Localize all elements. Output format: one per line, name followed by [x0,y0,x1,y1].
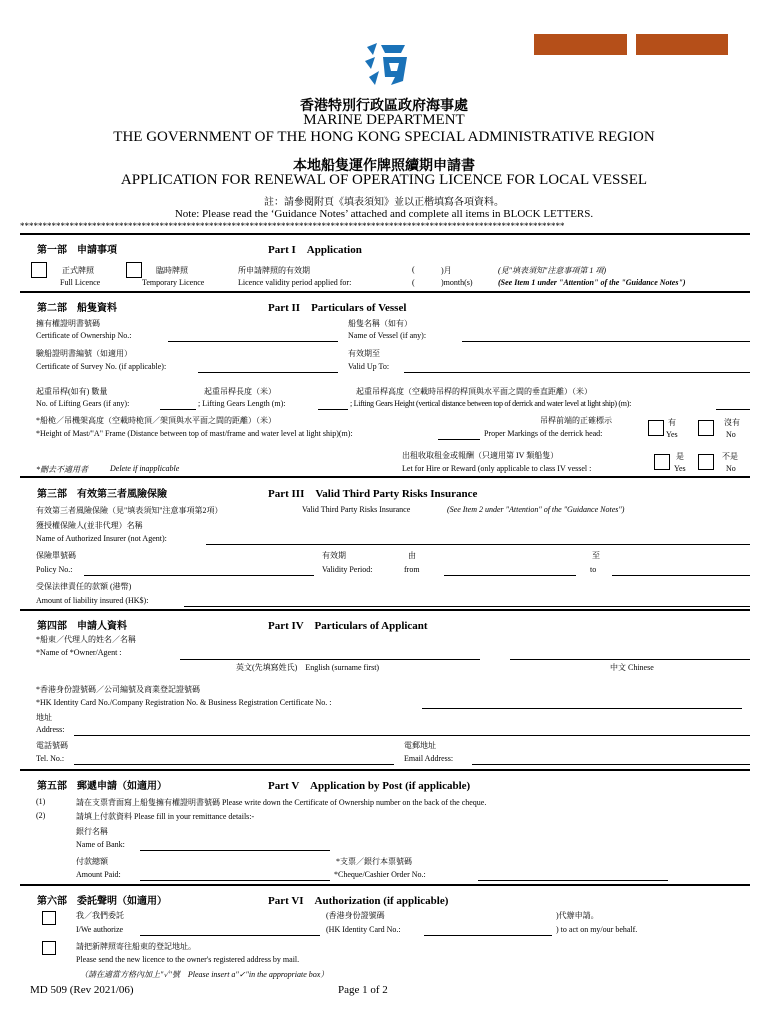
note-zh: 註：請參閱附頁《填表須知》並以正楷填寫各項資料。 [264,197,504,208]
address-field[interactable] [74,735,750,736]
govt-en: THE GOVERNMENT OF THE HONG KONG SPECIAL ADMINISTRATIVE REGION [113,129,655,145]
hire-no-zh: 不是 [722,452,738,461]
valid-insurance-en: Valid Third Party Risks Insurance [302,505,411,514]
cheque-no-en: *Cheque/Cashier Order No.: [334,870,426,879]
hire-yes-checkbox[interactable] [654,454,670,470]
bank-zh: 銀行名稱 [76,827,108,836]
post-item-2: 請填上付款資料 Please fill in your remittance details:- [76,812,255,821]
name-chinese-field[interactable] [510,659,750,660]
temp-licence-zh: 臨時牌照 [156,266,188,275]
gears-no-field[interactable] [160,409,196,410]
marine-department-logo [361,39,411,89]
part2-heading-en: Part II Particulars of Vessel [268,302,407,314]
gears-len-zh: 起重吊桿長度（米） [204,387,276,396]
gears-height-en: ; Lifting Gears Height (vertical distance between top of derrick and water level at light ship) (m): [350,399,632,408]
valid-up-to-zh: 有效期至 [348,349,380,358]
survey-no-field[interactable] [198,372,338,373]
markings-no-checkbox[interactable] [698,420,714,436]
tel-zh: 電話號碼 [36,741,68,750]
guidance-ref-zh: (見"填表須知"注意事項第 1 項) [498,266,607,275]
gears-len-field[interactable] [318,409,348,410]
markings-yes-en: Yes [666,430,678,439]
address-zh: 地址 [36,713,52,722]
period-en: Validity Period: [322,565,373,574]
hire-no-checkbox[interactable] [698,454,714,470]
delete-note-zh: *刪去不適用者 [36,465,88,474]
send-by-mail-checkbox[interactable] [42,941,56,955]
cheque-no-zh: *支票／銀行本票號碼 [336,857,412,866]
vessel-name-zh: 船隻名稱（如有） [348,319,412,328]
authorize-name-field[interactable] [140,935,320,936]
amount-paid-en: Amount Paid: [76,870,121,879]
note-en: Note: Please read the ‘Guidance Notes’ attached and complete all items in BLOCK LETTERS. [174,208,594,220]
to-zh: 至 [592,551,600,560]
insurer-field[interactable] [206,544,750,545]
survey-no-en: Certificate of Survey No. (if applicable): [36,362,167,371]
gears-height-field[interactable] [716,409,750,410]
hkid-en: (HK Identity Card No.: [326,925,401,934]
gears-len-en: ; Lifting Gears Length (m): [198,399,286,408]
hire-yes-en: Yes [674,464,686,473]
page-number: Page 1 of 2 [338,984,388,996]
markings-zh: 吊桿前端的正確標示 [540,416,612,425]
cert-no-zh: 擁有權證明書號碼 [36,319,100,328]
part6-heading-zh: 第六部 委託聲明（如適用） [37,896,167,907]
validity-zh: 所申請牌照的有效期 [238,266,310,275]
name-english-field[interactable] [180,659,480,660]
period-zh: 有效期 [322,551,346,560]
part5-top-rule [20,769,750,771]
tick-instruction: （請在適當方格內加上"✓"號 Please insert a"✓"in the appropriate box） [80,970,329,979]
post-item-1: 請在支票背面寫上船隻擁有權證明書號碼 Please write down the Certificate of Ownership number on the back of the cheque. [76,798,487,807]
temp-licence-en: Temporary Licence [142,278,205,287]
authorize-en: I/We authorize [76,925,124,934]
part1-heading-en: Part I Application [268,244,362,256]
hkid-zh: (香港身份證號碼 [326,911,385,920]
vessel-name-en: Name of Vessel (if any): [348,331,427,340]
tel-en: Tel. No.: [36,754,65,763]
post-item-1-number: (1) [36,797,46,806]
paren-open-2: ( [412,278,415,287]
form-title-en: APPLICATION FOR RENEWAL OF OPERATING LICENCE FOR LOCAL VESSEL [120,172,648,188]
valid-up-to-field[interactable] [404,372,750,373]
cheque-no-field[interactable] [478,880,668,881]
delete-note-en: Delete if inapplicable [110,464,180,473]
amount-paid-zh: 付款總額 [76,857,108,866]
full-licence-checkbox[interactable] [31,262,47,278]
full-licence-en: Full Licence [60,278,101,287]
valid-insurance-ref: (See Item 2 under "Attention" of the "Guidance Notes") [447,505,625,514]
markings-en: Proper Markings of the derrick head: [484,429,603,438]
validity-en: Licence validity period applied for: [238,278,352,287]
valid-insurance-zh: 有效第三者風險保險（見"填表須知"注意事項第2項） [36,506,223,515]
from-zh: 由 [408,551,416,560]
month-zh: )月 [441,266,452,275]
part5-heading-en: Part V Application by Post (if applicable) [268,780,471,792]
markings-no-zh: 沒有 [724,418,740,427]
amount-insured-zh: 受保法律責任的款額 (港幣) [36,582,132,591]
chinese-label: 中文 Chinese [610,663,654,672]
vessel-name-field[interactable] [462,341,750,342]
id-no-zh: *香港身份證號碼／公司編號及商業登記證號碼 [36,685,200,694]
dept-en: MARINE DEPARTMENT [303,112,465,128]
month-en: )month(s) [441,278,473,287]
part6-top-rule [20,884,750,886]
stars-divider: ************************************************************************************************************************* [20,221,565,231]
full-licence-zh: 正式牌照 [62,266,94,275]
valid-up-to-en: Valid Up To: [348,362,390,371]
bank-en: Name of Bank: [76,840,125,849]
address-en: Address: [36,725,65,734]
insurer-en: Name of Authorized Insurer (not Agent): [36,534,167,543]
hire-no-en: No [726,464,736,473]
id-no-field[interactable] [422,708,742,709]
applicant-name-en: *Name of *Owner/Agent : [36,648,122,657]
to-en: to [590,565,597,574]
part4-heading-zh: 第四部 申請人資料 [37,621,127,632]
hire-yes-zh: 是 [676,452,684,461]
english-surname-label: 英文(先填寫姓氏) English (surname first) [236,663,380,672]
id-no-en: *HK Identity Card No./Company Registration No. & Business Registration Certificate No. : [36,698,332,707]
amount-insured-field[interactable] [184,606,750,607]
part2-heading-zh: 第二部 船隻資料 [37,303,117,314]
hire-en: Let for Hire or Reward (only applicable to class IV vessel : [402,464,592,473]
authorize-hkid-field[interactable] [424,935,552,936]
part6-heading-en: Part VI Authorization (if applicable) [268,895,449,907]
act-behalf-en: ) to act on my/our behalf. [556,925,638,934]
part4-heading-en: Part IV Particulars of Applicant [268,620,428,632]
applicant-name-zh: *船東／代理人的姓名／名稱 [36,635,136,644]
temporary-licence-checkbox[interactable] [126,262,142,278]
title-zh: 香港特別行政區政府海事處 [300,99,468,114]
survey-no-zh: 驗船證明書編號（如適用） [36,349,132,358]
mast-height-zh: *船桅／吊機架高度（空載時桅頂／架頂與水平面之間的距離）（米） [36,416,276,425]
gears-height-zh: 起重吊桿高度（空載時吊桿的桿頂與水平面之間的垂直距離）（米） [356,387,592,396]
part1-heading-zh: 第一部 申請事項 [37,245,117,256]
authorize-checkbox[interactable] [42,911,56,925]
office-use-tab-1 [534,34,627,55]
part3-top-rule [20,476,750,478]
amount-paid-field[interactable] [140,880,330,881]
mast-height-field[interactable] [438,439,480,440]
act-behalf-zh: )代辦申請。 [556,911,599,920]
part2-top-rule [20,291,750,293]
send-by-mail-en: Please send the new licence to the owner's registered address by mail. [76,955,300,964]
policy-zh: 保險單號碼 [36,551,76,560]
to-field[interactable] [612,575,750,576]
from-field[interactable] [444,575,576,576]
part4-top-rule [20,609,750,611]
mast-height-en: *Height of Mast/"A" Frame (Distance between top of mast/frame and water level at light ship)(m): [36,429,353,438]
gears-no-en: No. of Lifting Gears (if any): [36,399,130,408]
part5-heading-zh: 第五部 郵遞申請（如適用） [37,781,167,792]
markings-yes-zh: 有 [668,418,676,427]
cert-no-field[interactable] [168,341,338,342]
policy-en: Policy No.: [36,565,73,574]
gears-no-zh: 起重吊桿(如有) 數量 [36,387,108,396]
form-number: MD 509 (Rev 2021/06) [30,984,134,996]
part3-heading-en: Part III Valid Third Party Risks Insurance [268,488,478,500]
form-title-zh: 本地船隻運作牌照續期申請書 [293,159,475,174]
guidance-ref-en: (See Item 1 under "Attention" of the "Guidance Notes") [498,278,686,287]
part3-heading-zh: 第三部 有效第三者風險保險 [37,489,167,500]
post-item-2-number: (2) [36,811,46,820]
insurer-zh: 獲授權保險人(並非代理）名稱 [36,521,143,530]
policy-field[interactable] [84,575,314,576]
tel-field[interactable] [74,764,394,765]
email-en: Email Address: [404,754,454,763]
email-field[interactable] [472,764,750,765]
markings-yes-checkbox[interactable] [648,420,664,436]
part1-top-rule [20,233,750,235]
hire-zh: 出租收取租金或報酬（只適用第 IV 類船隻） [402,451,559,460]
authorize-zh: 我／我們委託 [76,911,124,920]
markings-no-en: No [726,430,736,439]
cert-no-en: Certificate of Ownership No.: [36,331,132,340]
paren-open-1: ( [412,265,415,274]
email-zh: 電郵地址 [404,741,436,750]
send-by-mail-zh: 請把新牌照寄往船東的登記地址。 [76,942,196,951]
from-en: from [404,565,420,574]
office-use-tab-2 [636,34,728,55]
bank-field[interactable] [140,850,330,851]
amount-insured-en: Amount of liability insured (HK$): [36,596,149,605]
